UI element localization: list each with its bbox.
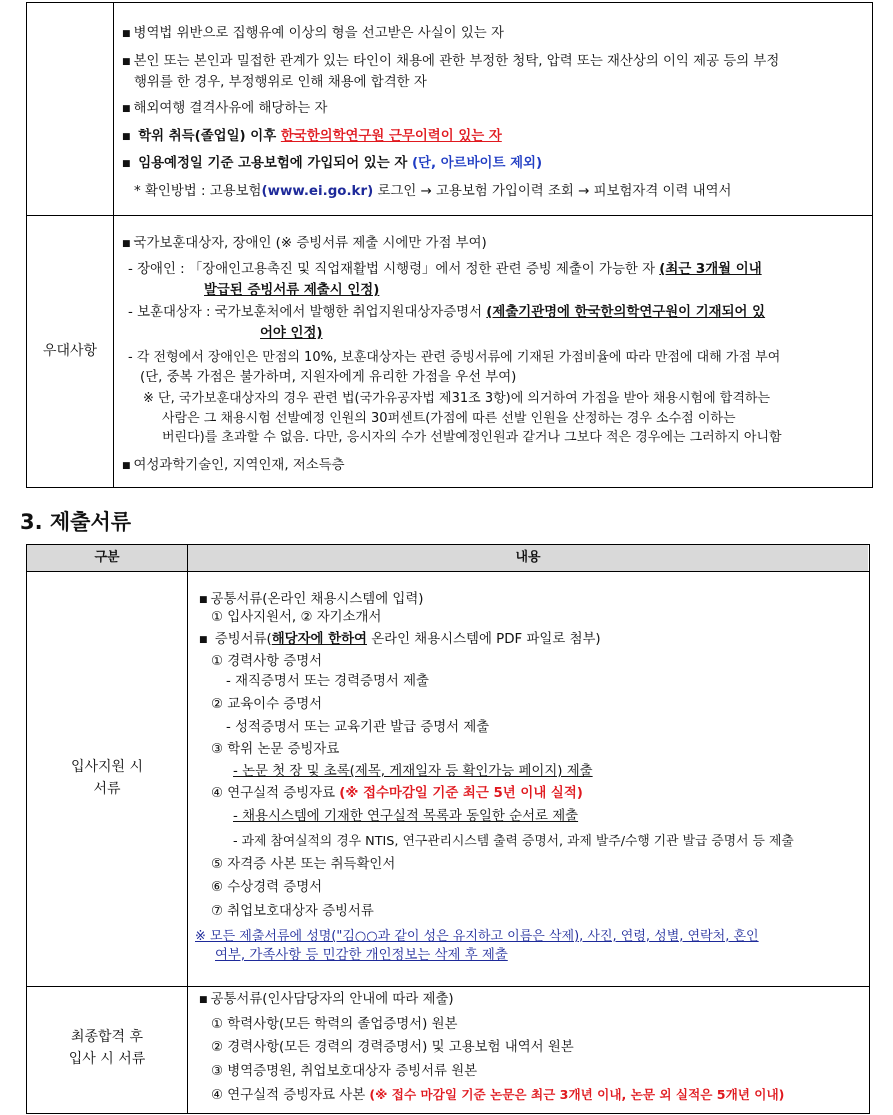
final-common-docs: ■ 공통서류(인사담당자의 안내에 따라 제출) [199,990,454,1011]
doc-subitem: - 재직증명서 또는 경력증명서 제출 [226,674,429,689]
label-line: 서류 [93,781,121,797]
insurance-text: 임용예정일 기준 고용보험에 가입되어 있는 자 [138,156,412,171]
final-doc-item-research [211,1085,784,1105]
doc-subitem: - 논문 첫 장 및 초록(제목, 게재일자 등 확인가능 페이지) 제출 [233,764,593,779]
proof-docs-emphasis: 해당자에 한하여 [271,632,367,647]
preference-disabled-text: - 장애인 : 「장애인고용촉진 및 직업재활법 시행령」에서 정한 관련 증빙 제출이 가능한 자 [128,262,660,277]
row-divider [26,986,869,987]
preference-veteran-text: - 보훈대상자 : 국가보훈처에서 발행한 취업지원대상자증명서 [128,305,487,320]
preference-limit-cont: 버린다)를 초과할 수 없음. 다만, 응시자의 수가 선발예정인원과 같거나 그보다 적은 경우에는 그러하지 아니함 [162,430,782,445]
doc-subitem: - 과제 참여실적의 경우 NTIS, 연구관리시스템 출력 증명서, 과제 발주/수행 기관 발급 증명서 등 제출 [233,834,794,849]
research-docs-text: ④ 연구실적 증빙자료 [211,786,340,801]
doc-item: ⑤ 자격증 사본 또는 취득확인서 [211,857,396,872]
preference-disabled-note-cont: 발급된 증빙서류 제출시 인정) [204,283,380,298]
final-research-note: (※ 접수 마감일 기준 논문은 최근 3개년 이내, 논문 외 실적은 5개년 이내) [369,1087,785,1102]
final-doc-item: ③ 병역증명원, 취업보호대상자 증빙서류 원본 [211,1064,478,1079]
eligibility-item: ■ 해외여행 결격사유에 해당하는 자 [122,99,327,120]
eligibility-item: ■ 본인 또는 본인과 밀접한 관계가 있는 타인이 채용에 관한 부정한 청탁, 압력 또는 재산상의 이익 제공 등의 부정 [122,52,779,73]
preference-limit-cont: 사람은 그 채용시험 선발예정 인원의 30퍼센트(가점에 따른 선발 인원을 산정하는 경우 소수점 이하는 [162,411,736,426]
proof-docs-prefix: 증빙서류( [214,632,272,647]
doc-item-research [211,784,583,803]
eligibility-item: ■ 병역법 위반으로 집행유예 이상의 형을 선고받은 사실이 있는 자 [122,24,504,45]
column-divider [187,544,188,1113]
privacy-notice-cont: 여부, 가족사항 등 민감한 개인정보는 삭제 후 제출 [215,948,508,963]
final-research-text: ④ 연구실적 증빙자료 사본 [211,1088,370,1103]
preference-item: ■ 여성과학기술인, 지역인재, 저소득층 [122,456,345,477]
preference-veteran-note-cont: 어야 인정) [260,326,323,341]
preference-veteran-note: (제출기관명에 한국한의학연구원이 기재되어 있 [486,305,766,320]
common-docs: ■ 공통서류(온라인 채용시스템에 입력) [199,590,424,611]
preference-disabled-note: (최근 3개월 이내 [659,262,762,277]
check-method-prefix: * 확인방법 : 고용보험 [134,184,262,199]
proof-docs [199,630,601,651]
research-docs-note: (※ 접수마감일 기준 최근 5년 이내 실적) [339,786,583,801]
preference-limit: ※ 단, 국가보훈대상자의 경우 관련 법(국가유공자법 제31조 3항)에 의거하여 가점을 받아 채용시험에 합격하는 [143,391,771,406]
preference-disabled [128,260,762,279]
label-line: 입사 시 서류 [68,1051,146,1067]
preference-label: 우대사항 [42,343,98,359]
preference-bonus-note: (단, 중복 가점은 불가하며, 지원자에게 유리한 가점을 우선 부여) [140,370,517,385]
section-title: 3. 제출서류 [20,510,132,534]
column-header-category: 구분 [94,550,120,565]
table-divider [113,2,114,487]
common-docs-list: ① 입사지원서, ② 자기소개서 [211,610,382,625]
check-method-suffix: 로그인 → 고용보험 가입이력 조회 → 피보험자격 이력 내역서 [373,184,732,199]
insurance-requirement [122,154,542,175]
insurance-note: (단, 아르바이트 제외) [411,156,543,171]
preference-item: ■ 국가보훈대상자, 장애인 (※ 증빙서류 제출 시에만 가점 부여) [122,234,487,255]
header-divider [26,571,869,572]
doc-subitem: - 채용시스템에 기재한 연구실적 목록과 동일한 순서로 제출 [233,809,579,824]
proof-docs-suffix: 온라인 채용시스템에 PDF 파일로 첨부) [366,632,601,647]
degree-highlight: 한국한의학연구원 근무이력이 있는 자 [280,129,502,144]
column-header-content: 내용 [515,550,541,565]
doc-item: ⑦ 취업보호대상자 증빙서류 [211,904,374,919]
preference-veteran [128,303,765,322]
degree-prefix: 학위 취득(졸업일) 이후 [138,129,281,144]
doc-item: ③ 학위 논문 증빙자료 [211,742,340,757]
doc-subitem: - 성적증명서 또는 교육기관 발급 증명서 제출 [226,720,490,735]
check-method-url: (www.ei.go.kr) [261,184,374,199]
doc-item: ① 경력사항 증명서 [211,654,323,669]
degree-requirement [122,127,502,148]
eligibility-item-continued: 행위를 한 경우, 부정행위로 인해 채용에 합격한 자 [134,75,427,90]
preference-bonus: - 각 전형에서 장애인은 만점의 10%, 보훈대상자는 관련 증빙서류에 기재된 가점비율에 따라 만점에 대해 가점 부여 [128,350,781,365]
final-doc-item: ① 학력사항(모든 학력의 졸업증명서) 원본 [211,1017,458,1032]
label-line: 최종합격 후 [70,1029,144,1045]
check-method [134,182,731,201]
doc-item: ② 교육이수 증명서 [211,697,323,712]
privacy-notice: ※ 모든 제출서류에 성명("김○○과 같이 성은 유지하고 이름은 삭제), 사진, 연령, 성별, 연락처, 혼인 [195,929,759,944]
final-doc-item: ② 경력사항(모든 경력의 경력증명서) 및 고용보험 내역서 원본 [211,1040,574,1055]
final-docs-label [27,1026,187,1070]
label-line: 입사지원 시 [70,759,144,775]
application-docs-label [27,756,187,800]
row-divider [26,215,872,216]
doc-item: ⑥ 수상경력 증명서 [211,880,323,895]
